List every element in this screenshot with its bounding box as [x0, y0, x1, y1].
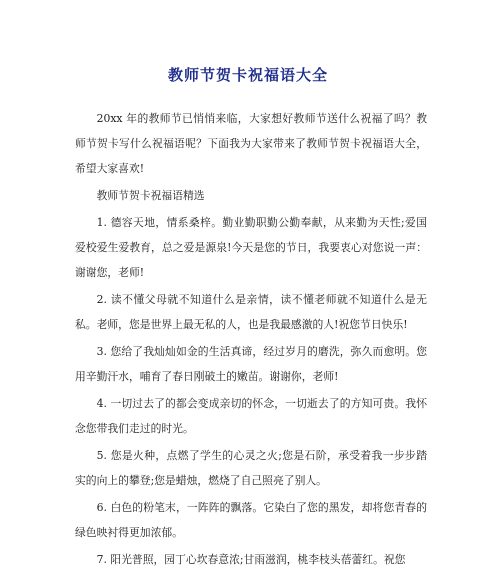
blessing-item-5: 5. 您是火种，点燃了学生的心灵之火;您是石阶，承受着我一步步踏实的向上的攀登;您是蜡烛，燃烧了自己照亮了别人。	[75, 449, 427, 487]
blessing-item-1: 1. 德容天地，情系桑梓。勤业勤职勤公勤奉献，从来勤为天性;爱国爱校爱生爱教育，总之爱是源泉!今天是您的节日，我要衷心对您说一声：谢谢您，老师!	[75, 216, 427, 279]
blessing-item-3: 3. 您给了我灿灿如金的生活真谛，经过岁月的磨洗，弥久而愈明。您用辛勤汗水，哺育了春日刚破土的嫩苗。谢谢你，老师!	[75, 345, 427, 383]
intro-paragraph: 20xx 年的教师节已悄悄来临，大家想好教师节送什么祝福了吗？教师节贺卡写什么祝福语呢？下面我为大家带来了教师节贺卡祝福语大全，希望大家喜欢!	[75, 112, 427, 175]
section-heading: 教师节贺卡祝福语精选	[96, 189, 205, 202]
document-title: 教师节贺卡祝福语大全	[167, 66, 328, 84]
document-body	[75, 106, 427, 574]
blessing-item-2: 2. 读不懂父母就不知道什么是亲情，读不懂老师就不知道什么是无私。老师，您是世界上最无私的人，也是我最感激的人!祝您节日快乐!	[75, 293, 427, 331]
blessing-item-4: 4. 一切过去了的都会变成亲切的怀念，一切逝去了的方知可贵。我怀念您带我们走过的时光。	[75, 397, 427, 435]
blessing-item-6: 6. 白色的粉笔末，一阵阵的飘落。它染白了您的黑发，却将您青春的绿色映衬得更加浓郁。	[75, 501, 427, 539]
blessing-item-7: 7. 阳光普照，园丁心坎春意浓;甘雨滋润，桃李枝头蓓蕾红。祝您	[96, 553, 406, 566]
